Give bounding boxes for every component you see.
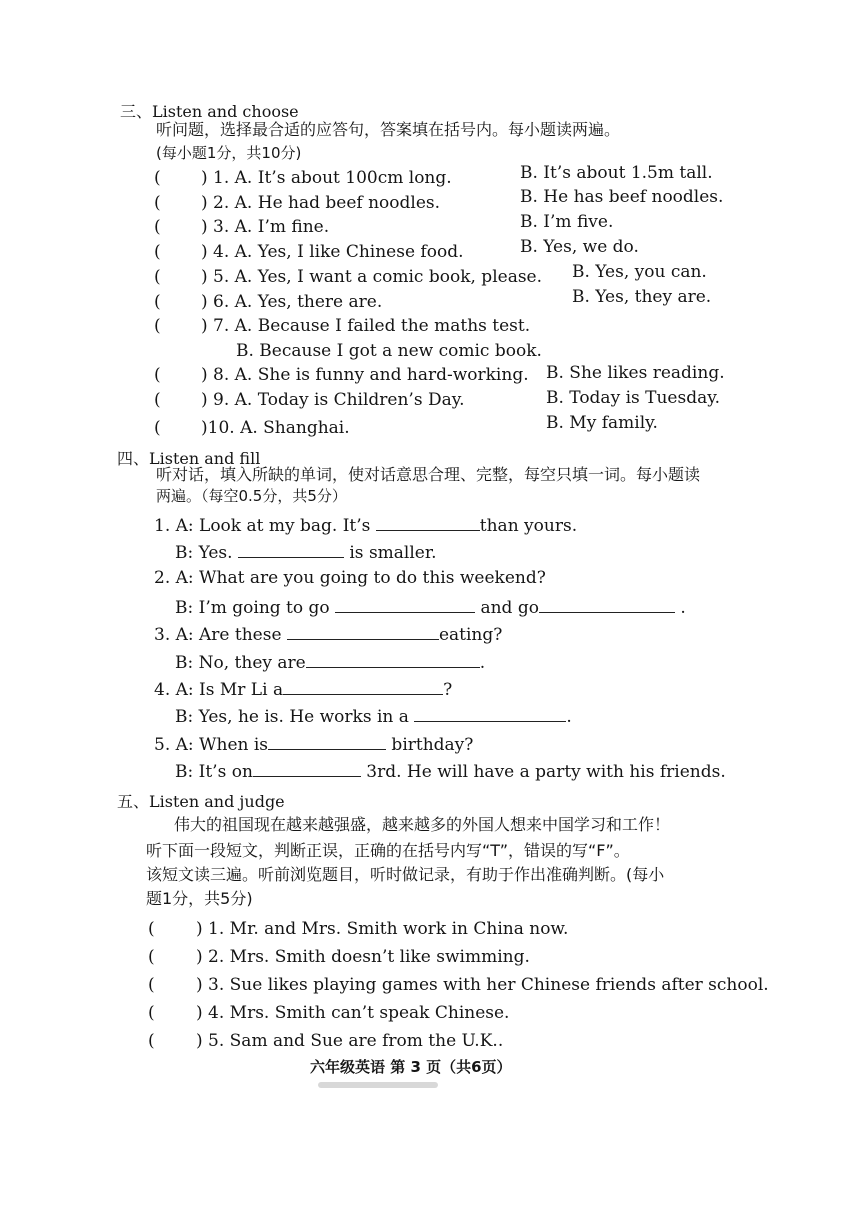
answer-paren[interactable]: (: [154, 365, 161, 385]
option-a: ) 6. A. Yes, there are.: [201, 292, 383, 312]
question-1: [154, 170, 452, 187]
scan-smudge: [318, 1082, 438, 1088]
answer-paren[interactable]: (: [148, 947, 155, 967]
option-b: B. She likes reading.: [546, 363, 725, 383]
judge-item-5: [148, 1033, 503, 1050]
statement-text: ) 3. Sue likes playing games with her Chinese friends after school.: [196, 975, 769, 995]
answer-paren[interactable]: (: [154, 168, 161, 188]
fill-q3-a: 3. A: Are these eating?: [154, 625, 503, 645]
section5-paragraph-line: 听下面一段短文，判断正误，正确的在括号内写“T”，错误的写“F”。: [146, 841, 630, 860]
fill-q1-a: 1. A: Look at my bag. It’s than yours.: [154, 516, 578, 536]
answer-paren[interactable]: (: [154, 267, 161, 287]
question-4: [154, 244, 463, 261]
page-footer: 六年级英语 第 3 页（共6页）: [310, 1058, 512, 1076]
question-9: [154, 392, 464, 409]
fill-q4-b: B: Yes, he is. He works in a .: [175, 707, 572, 727]
option-b: B. My family.: [546, 413, 658, 433]
statement-text: ) 5. Sam and Sue are from the U.K..: [196, 1031, 504, 1051]
judge-item-4: [148, 1005, 509, 1022]
section3-score: (每小题1分，共10分): [156, 144, 302, 162]
answer-paren[interactable]: (: [154, 418, 161, 438]
option-a: )10. A. Shanghai.: [201, 418, 350, 438]
option-a: ) 4. A. Yes, I like Chinese food.: [201, 242, 464, 262]
option-a: ) 3. A. I’m fine.: [201, 217, 330, 237]
section5-heading: 五、Listen and judge: [117, 792, 285, 811]
judge-item-1: [148, 921, 568, 938]
question-3: [154, 219, 329, 236]
judge-item-2: [148, 949, 530, 966]
question-7: [154, 318, 530, 335]
answer-paren[interactable]: (: [148, 975, 155, 995]
question-2: [154, 195, 440, 212]
statement-text: ) 2. Mrs. Smith doesn’t like swimming.: [196, 947, 530, 967]
option-b: B. He has beef noodles.: [520, 187, 724, 207]
option-b: B. Yes, you can.: [572, 262, 707, 282]
option-b: B. Yes, they are.: [572, 287, 712, 307]
section5-paragraph-line: 伟大的祖国现在越来越强盛，越来越多的外国人想来中国学习和工作！: [174, 815, 671, 834]
section3-heading: 三、Listen and choose: [120, 102, 299, 121]
answer-paren[interactable]: (: [148, 1031, 155, 1051]
fill-q5-b: B: It’s on 3rd. He will have a party with his friends.: [175, 762, 726, 782]
option-b: B. It’s about 1.5m tall.: [520, 163, 713, 183]
fill-blank[interactable]: [283, 680, 443, 695]
section4-instruction: 听对话，填入所缺的单词，使对话意思合理、完整，每空只填一词。每小题读: [156, 465, 701, 484]
fill-blank[interactable]: [539, 598, 675, 613]
option-a: ) 2. A. He had beef noodles.: [201, 193, 441, 213]
question-6: [154, 294, 382, 311]
statement-text: ) 4. Mrs. Smith can’t speak Chinese.: [196, 1003, 510, 1023]
option-b: B. Yes, we do.: [520, 237, 639, 257]
fill-blank[interactable]: [306, 653, 480, 668]
answer-paren[interactable]: (: [154, 316, 161, 336]
section5-paragraph-line: 该短文读三遍。听前浏览题目，听时做记录，有助于作出准确判断。(每小: [146, 865, 665, 884]
answer-paren[interactable]: (: [148, 919, 155, 939]
fill-blank[interactable]: [376, 516, 480, 531]
option-a: ) 5. A. Yes, I want a comic book, please.: [201, 267, 543, 287]
option-a: ) 8. A. She is funny and hard-working.: [201, 365, 529, 385]
option-a: ) 1. A. It’s about 100cm long.: [201, 168, 452, 188]
fill-blank[interactable]: [253, 762, 361, 777]
question-5: [154, 269, 542, 286]
fill-blank[interactable]: [238, 543, 344, 558]
fill-blank[interactable]: [414, 707, 566, 722]
option-a: ) 7. A. Because I failed the maths test.: [201, 316, 531, 336]
fill-q4-a: 4. A: Is Mr Li a ?: [154, 680, 453, 700]
fill-blank[interactable]: [268, 735, 386, 750]
fill-q2-a: 2. A: What are you going to do this weekend?: [154, 568, 546, 588]
answer-paren[interactable]: (: [154, 390, 161, 410]
answer-paren[interactable]: (: [154, 292, 161, 312]
section5-paragraph-line: 题1分，共5分): [146, 889, 253, 908]
fill-q2-b: B: I’m going to go and go .: [175, 598, 686, 618]
answer-paren[interactable]: (: [154, 242, 161, 262]
question-10: [154, 420, 350, 437]
answer-paren[interactable]: (: [154, 217, 161, 237]
fill-q3-b: B: No, they are .: [175, 653, 486, 673]
fill-q5-a: 5. A: When is birthday?: [154, 735, 474, 755]
section4-score: 两遍。（每空0.5分，共5分）: [156, 487, 347, 505]
answer-paren[interactable]: (: [148, 1003, 155, 1023]
answer-paren[interactable]: (: [154, 193, 161, 213]
option-b: B. Today is Tuesday.: [546, 388, 720, 408]
fill-q1-b: B: Yes. is smaller.: [175, 543, 437, 563]
option-a: ) 9. A. Today is Children’s Day.: [201, 390, 465, 410]
fill-blank[interactable]: [287, 625, 439, 640]
option-b: B. I’m five.: [520, 212, 614, 232]
question-8: [154, 367, 529, 384]
statement-text: ) 1. Mr. and Mrs. Smith work in China now.: [196, 919, 569, 939]
judge-item-3: [148, 977, 769, 994]
section4-heading: 四、Listen and fill: [117, 449, 261, 468]
fill-blank[interactable]: [335, 598, 475, 613]
section3-instruction: 听问题，选择最合适的应答句，答案填在括号内。每小题读两遍。: [156, 120, 621, 139]
option-b: B. Because I got a new comic book.: [236, 341, 542, 361]
